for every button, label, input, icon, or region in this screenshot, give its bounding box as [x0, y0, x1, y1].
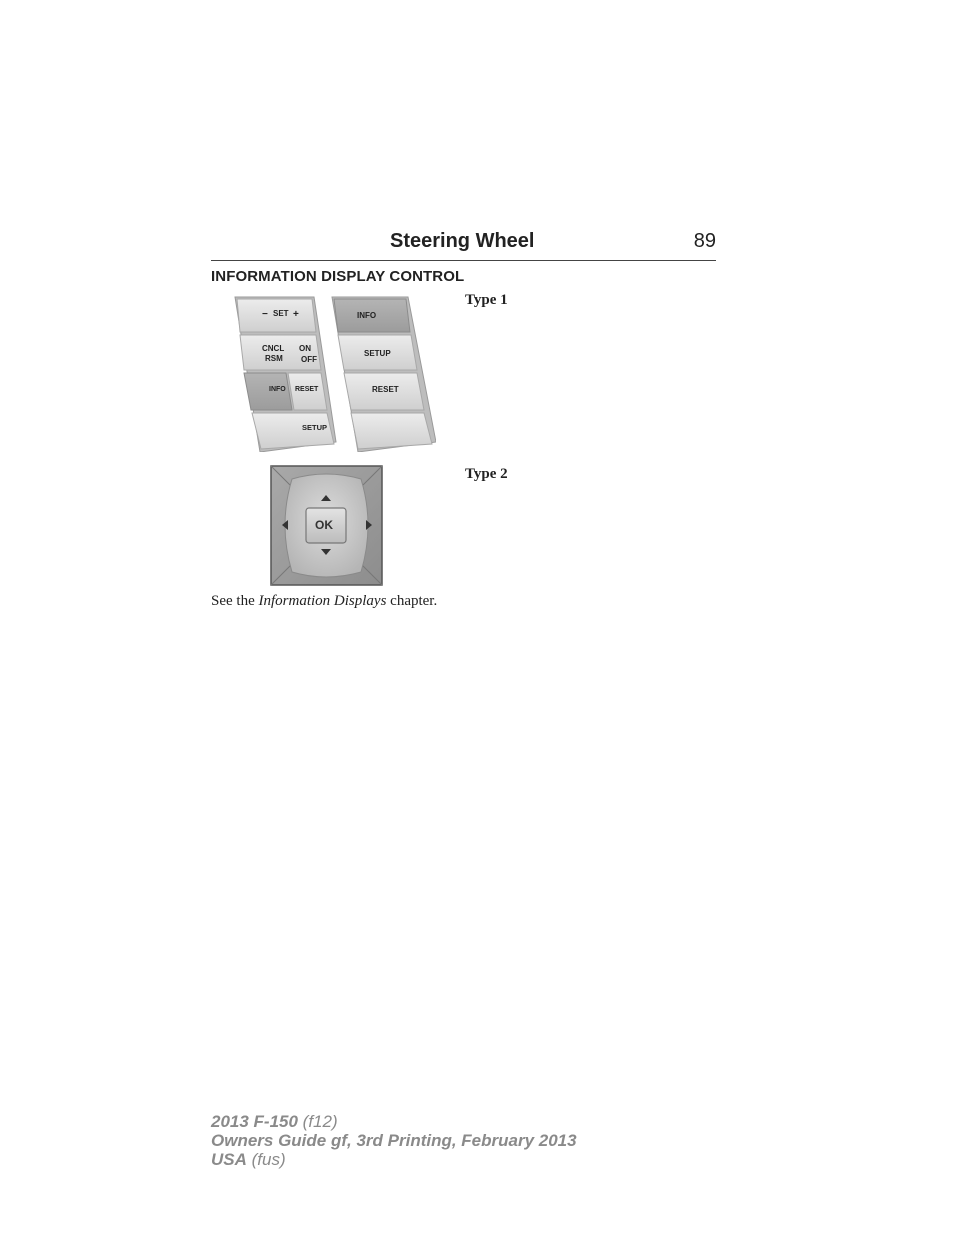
info-label-left: INFO: [269, 386, 286, 393]
type1-label: Type 1: [465, 292, 508, 308]
blank-button-right: [351, 413, 432, 449]
footer-market-code: (fus): [246, 1150, 286, 1169]
rsm-label: RSM: [265, 354, 283, 363]
footer-line2: Owners Guide gf, 3rd Printing, February 2013: [211, 1131, 577, 1150]
type1-steering-controls-illustration: [230, 294, 436, 452]
footer-market: USA: [211, 1150, 247, 1169]
reset-label-right: RESET: [372, 385, 399, 394]
body-see-the: See the: [211, 593, 259, 609]
page-number: 89: [693, 230, 716, 252]
reset-label-left: RESET: [295, 386, 319, 393]
left-control-panel: [235, 297, 336, 452]
set-plus-symbol: +: [293, 309, 299, 320]
page-header: [211, 228, 716, 261]
on-label: ON: [299, 344, 311, 353]
footer-model-code: (f12): [297, 1112, 338, 1131]
info-label-right: INFO: [357, 311, 377, 320]
type2-five-way-control-illustration: [270, 465, 383, 586]
footer-model: 2013 F-150: [211, 1112, 298, 1131]
right-control-panel: [332, 297, 436, 452]
body-paragraph: [211, 593, 437, 610]
chapter-title: Steering Wheel: [390, 230, 535, 252]
setup-label-right: SETUP: [364, 349, 391, 358]
setup-label-left: SETUP: [302, 423, 328, 432]
set-label: SET: [273, 309, 289, 318]
section-heading: INFORMATION DISPLAY CONTROL: [211, 268, 465, 285]
page-footer: [211, 1112, 577, 1169]
cncl-label: CNCL: [262, 344, 285, 353]
information-displays-reference: Information Displays: [258, 593, 387, 609]
footer-line1: [211, 1112, 577, 1131]
type2-label: Type 2: [465, 466, 508, 482]
off-label: OFF: [301, 355, 317, 364]
ok-label: OK: [315, 518, 333, 532]
footer-line3: [211, 1150, 577, 1169]
body-chapter: chapter.: [386, 593, 438, 609]
set-minus-symbol: −: [262, 309, 268, 320]
